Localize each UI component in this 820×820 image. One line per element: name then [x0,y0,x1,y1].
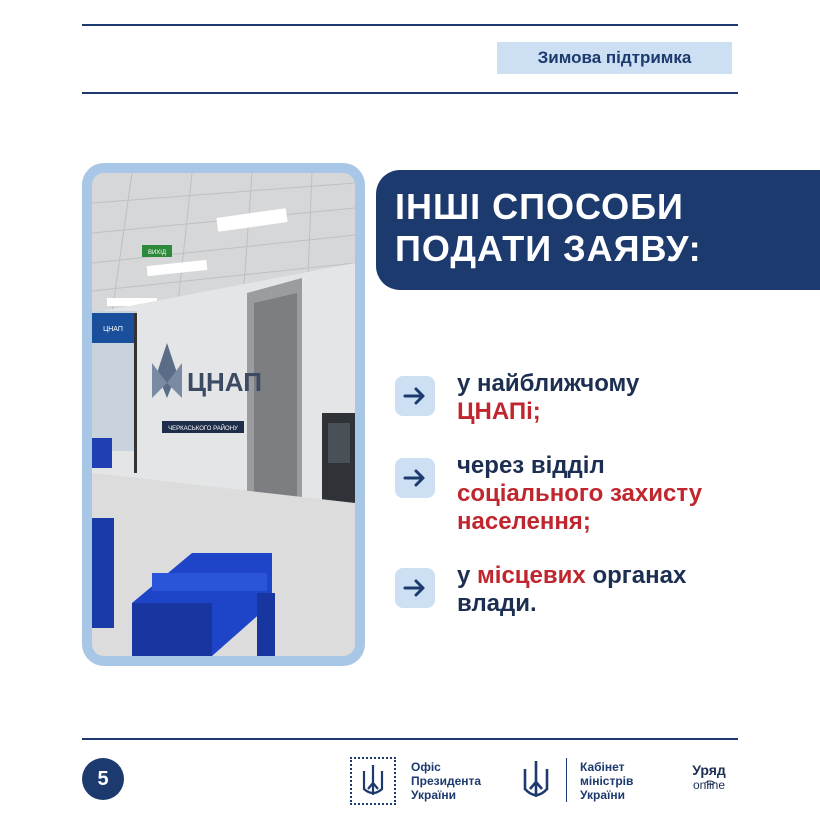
section-tag: Зимова підтримка [497,42,732,74]
cnap-sign-text: ЦНАП [187,367,262,397]
logo-divider [566,758,567,802]
arrow-right-icon [395,458,435,498]
logo-line: Кабінет [580,760,625,774]
list-item [395,562,747,618]
screen-text: ЦНАП [103,326,123,333]
banner-title-line2: ПОДАТИ ЗАЯВУ: [395,228,702,269]
banner-title-line1: ІНШІ СПОСОБИ [395,186,684,227]
item-text: у найближчому [457,370,640,397]
wifi-icon [704,776,716,794]
item-text: у [457,562,471,589]
logo-line: Офіс [411,760,441,774]
header-rule [82,92,738,94]
district-sign-text: ЧЕРКАСЬКОГО РАЙОНУ [168,426,238,432]
logo-line: України [411,788,457,802]
item-highlight: соціального захисту населення; [457,480,703,535]
page-number: 5 [82,758,124,800]
list-item [395,452,757,536]
trident-icon [350,757,396,805]
logo-line: Уряд [692,762,726,778]
logo-line: Президента [411,774,482,788]
office-president-logo [411,760,481,802]
trident-icon [519,757,553,805]
item-highlight: ЦНАПі; [457,398,541,425]
logo-line: online [692,778,726,792]
arrow-right-icon [395,568,435,608]
top-rule [82,24,738,26]
logo-line: міністрів [580,774,634,788]
office-illustration [92,173,355,656]
item-highlight: місцевих [477,562,586,589]
footer-rule [82,738,738,740]
office-photo [92,173,355,656]
list-item [395,370,717,426]
item-text: через відділ [457,452,605,479]
arrow-right-icon [395,376,435,416]
logo-line: України [580,788,626,802]
exit-sign-text: ВИХІД [147,250,167,256]
cabinet-logo [580,760,633,802]
item-text-post: органах влади. [457,562,687,617]
banner-title [395,186,815,270]
